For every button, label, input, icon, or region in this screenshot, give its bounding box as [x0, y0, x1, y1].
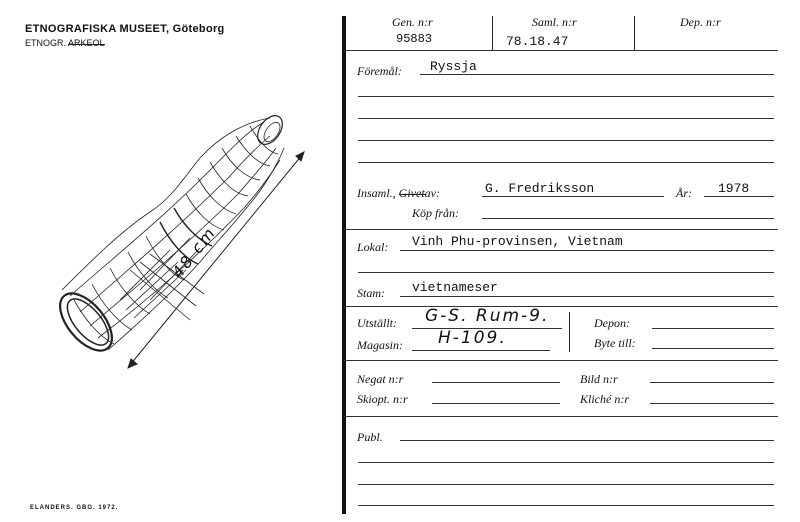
gen-value: 95883 [396, 32, 433, 46]
publ-label: Publ. [357, 430, 383, 444]
lokal-rule [400, 250, 774, 251]
fish-trap-sketch [0, 0, 340, 420]
measure-arrowhead-bottom [128, 359, 137, 368]
ar-label: År: [676, 186, 692, 200]
section-rule-negat [344, 360, 778, 361]
magasin-rule [412, 350, 550, 351]
insaml-label [357, 186, 440, 201]
top-divider-1 [492, 16, 493, 50]
kop-rule [482, 218, 774, 219]
byte-label: Byte till: [594, 336, 636, 350]
foremal-line-3 [358, 118, 774, 119]
utstallt-label: Utställt: [357, 316, 398, 330]
gen-label: Gen. n:r [392, 15, 433, 29]
insaml-value: G. Fredriksson [485, 181, 595, 196]
department-struck: ARKEOL [68, 38, 105, 48]
section-rule-lokal [344, 229, 778, 230]
saml-label: Saml. n:r [532, 15, 577, 29]
utstallt-value: G-S. Rum-9. [425, 306, 550, 326]
publ-line-2 [358, 462, 774, 463]
dep-label: Dep. n:r [680, 15, 721, 29]
negat-rule [432, 382, 560, 383]
stam-rule [400, 296, 774, 297]
insaml-label-b: av: [424, 186, 440, 200]
bild-label: Bild n:r [580, 372, 618, 386]
foremal-line-5 [358, 162, 774, 163]
skiopt-rule [432, 403, 560, 404]
insaml-label-a: Insaml., [357, 186, 396, 200]
foremal-rule [420, 74, 774, 75]
kop-label: Köp från: [412, 206, 460, 220]
top-divider-2 [634, 16, 635, 50]
kliche-rule [650, 403, 774, 404]
magasin-label: Magasin: [357, 338, 403, 352]
trap-rear-end [50, 284, 121, 359]
lokal-value: Vinh Phu-provinsen, Vietnam [412, 234, 623, 249]
dimension-label: 48 cm [168, 222, 220, 282]
insaml-struck: Givet [398, 186, 425, 200]
storage-divider [569, 312, 570, 352]
byte-rule [652, 348, 774, 349]
foremal-label: Föremål: [357, 64, 402, 78]
foremal-line-2 [358, 96, 774, 97]
measure-line [130, 155, 302, 365]
kliche-label: Kliché n:r [580, 392, 629, 406]
ar-value: 1978 [718, 181, 750, 196]
bild-rule [650, 382, 774, 383]
foremal-value: Ryssja [430, 59, 477, 74]
section-rule-utstallt [344, 306, 778, 307]
publ-line-3 [358, 484, 774, 485]
museum-title: ETNOGRAFISKA MUSEET, Göteborg [25, 23, 225, 35]
lokal-label: Lokal: [357, 240, 389, 254]
department-prefix: ETNOGR. [25, 38, 67, 48]
stam-value: vietnameser [412, 280, 498, 295]
depon-rule [652, 328, 774, 329]
ar-rule [704, 196, 774, 197]
stam-label: Stam: [357, 286, 385, 300]
foremal-line-4 [358, 140, 774, 141]
saml-value: 78.18.47 [506, 34, 569, 49]
negat-label: Negat n:r [357, 372, 404, 386]
top-row-rule [344, 50, 778, 51]
section-rule-publ [344, 416, 778, 417]
magasin-value: H-109. [438, 328, 507, 348]
card-left-border [342, 16, 346, 514]
measure-arrowhead-top [296, 152, 304, 161]
publ-rule [400, 440, 774, 441]
depon-label: Depon: [594, 316, 630, 330]
lokal-line-2 [358, 272, 774, 273]
skiopt-label: Skiopt. n:r [357, 392, 408, 406]
trap-mouth [253, 111, 288, 149]
trap-outline-top [62, 118, 270, 290]
publ-line-4 [358, 505, 774, 506]
insaml-rule [482, 196, 664, 197]
printer-imprint: ELANDERS. GBG. 1972. [30, 505, 119, 511]
